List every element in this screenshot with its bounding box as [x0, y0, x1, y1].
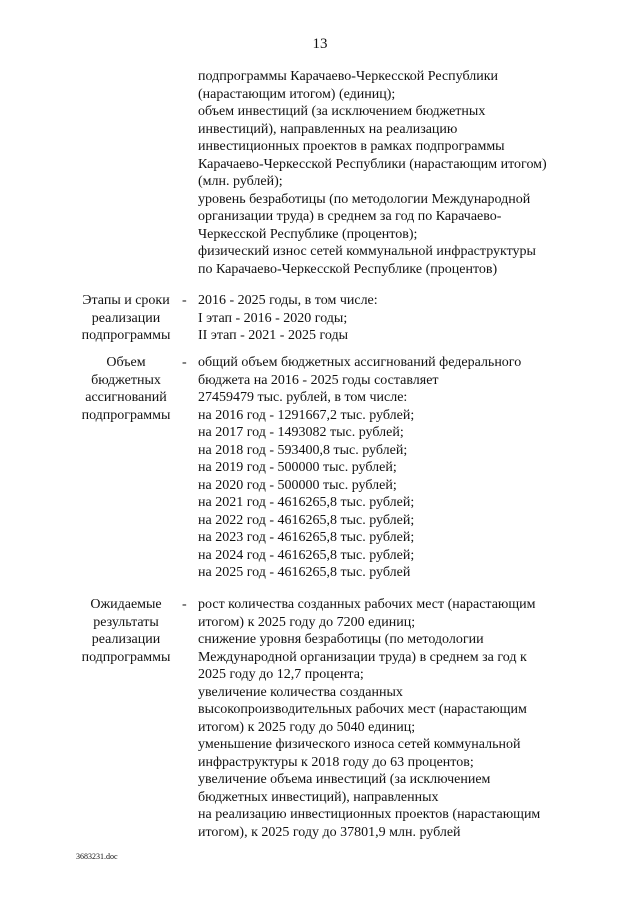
text-line: итогом) к 2025 году до 7200 единиц;: [198, 614, 416, 630]
label-line: ассигнований: [85, 390, 167, 405]
text-line: Карачаево-Черкесской Республики (нарастающим итогом): [198, 156, 547, 172]
text-line: по Карачаево-Черкесской Республике (процентов): [198, 261, 498, 277]
text-line: Черкесской Республике (процентов);: [198, 226, 418, 242]
section-label: [74, 596, 178, 666]
text-line: организации труда) в среднем за год по Карачаево-: [198, 209, 502, 224]
label-line: подпрограммы: [81, 328, 171, 343]
text-line: Международной организации труда) в среднем за год к: [198, 649, 527, 665]
document-filename: 3683231.doc: [76, 852, 118, 861]
text-line: физический износ сетей коммунальной инфраструктуры: [198, 244, 536, 259]
dash-separator: -: [182, 355, 187, 370]
section-label: [74, 354, 178, 424]
text-line: на 2020 год - 500000 тыс. рублей;: [198, 477, 397, 493]
label-line: реализации: [91, 310, 161, 326]
dash-separator: -: [182, 293, 187, 308]
text-line: бюджета на 2016 - 2025 годы составляет: [198, 372, 439, 388]
label-line: реализации: [91, 632, 161, 647]
text-line: на 2021 год - 4616265,8 тыс. рублей;: [198, 495, 415, 510]
text-line: итогом) к 2025 году до 5040 единиц;: [198, 719, 416, 735]
text-line: итогом), к 2025 году до 37801,9 млн. рублей: [198, 824, 461, 840]
text-line: 2025 году до 12,7 процента;: [198, 667, 364, 682]
label-line: Этапы и сроки: [82, 293, 170, 308]
text-line: на 2016 год - 1291667,2 тыс. рублей;: [198, 407, 415, 423]
text-line: бюджетных инвестиций), направленных: [198, 789, 439, 805]
section-content: [198, 596, 608, 841]
text-line: высокопроизводительных рабочих мест (нарастающим: [198, 702, 527, 717]
label-line: Объем: [106, 355, 146, 370]
text-line: II этап - 2021 - 2025 годы: [198, 328, 348, 343]
text-line: подпрограммы Карачаево-Черкесской Республики: [198, 69, 499, 84]
dash-separator: -: [182, 597, 187, 612]
text-line: на 2017 год - 1493082 тыс. рублей;: [198, 425, 404, 440]
text-line: инвестиций), направленных на реализацию: [198, 121, 458, 137]
text-line: объем инвестиций (за исключением бюджетных: [198, 104, 486, 119]
section-label: [74, 292, 178, 345]
text-line: увеличение количества созданных: [198, 684, 403, 700]
intro-text: [198, 68, 598, 278]
label-line: результаты: [93, 614, 159, 630]
text-line: 2016 - 2025 годы, в том числе:: [198, 293, 378, 308]
text-line: на 2019 год - 500000 тыс. рублей;: [198, 460, 397, 475]
section-content: [198, 292, 608, 345]
text-line: инвестиционных проектов в рамках подпрограммы: [198, 139, 505, 154]
page-number: 13: [312, 36, 328, 52]
text-line: (нарастающим итогом) (единиц);: [198, 86, 396, 102]
text-line: на 2018 год - 593400,8 тыс. рублей;: [198, 442, 408, 458]
text-line: увеличение объема инвестиций (за исключением: [198, 772, 491, 787]
text-line: I этап - 2016 - 2020 годы;: [198, 310, 348, 326]
text-line: инфраструктуры к 2018 году до 63 процентов;: [198, 754, 474, 770]
text-line: на 2023 год - 4616265,8 тыс. рублей;: [198, 530, 415, 545]
text-line: снижение уровня безработицы (по методологии: [198, 632, 484, 647]
text-line: на реализацию инвестиционных проектов (нарастающим: [198, 807, 541, 822]
label-line: Ожидаемые: [90, 597, 162, 612]
text-line: 27459479 тыс. рублей, в том числе:: [198, 390, 408, 405]
label-line: подпрограммы: [81, 649, 171, 665]
text-line: (млн. рублей);: [198, 174, 283, 189]
text-line: рост количества созданных рабочих мест (нарастающим: [198, 597, 536, 612]
section-content: [198, 354, 608, 582]
text-line: общий объем бюджетных ассигнований федерального: [198, 355, 522, 370]
text-line: на 2025 год - 4616265,8 тыс. рублей: [198, 565, 411, 580]
text-line: уменьшение физического износа сетей коммунальной: [198, 737, 521, 752]
text-line: уровень безработицы (по методологии Международной: [198, 191, 531, 207]
text-line: на 2022 год - 4616265,8 тыс. рублей;: [198, 512, 415, 528]
label-line: бюджетных: [91, 372, 161, 388]
label-line: подпрограммы: [81, 407, 171, 423]
text-line: на 2024 год - 4616265,8 тыс. рублей;: [198, 547, 415, 563]
